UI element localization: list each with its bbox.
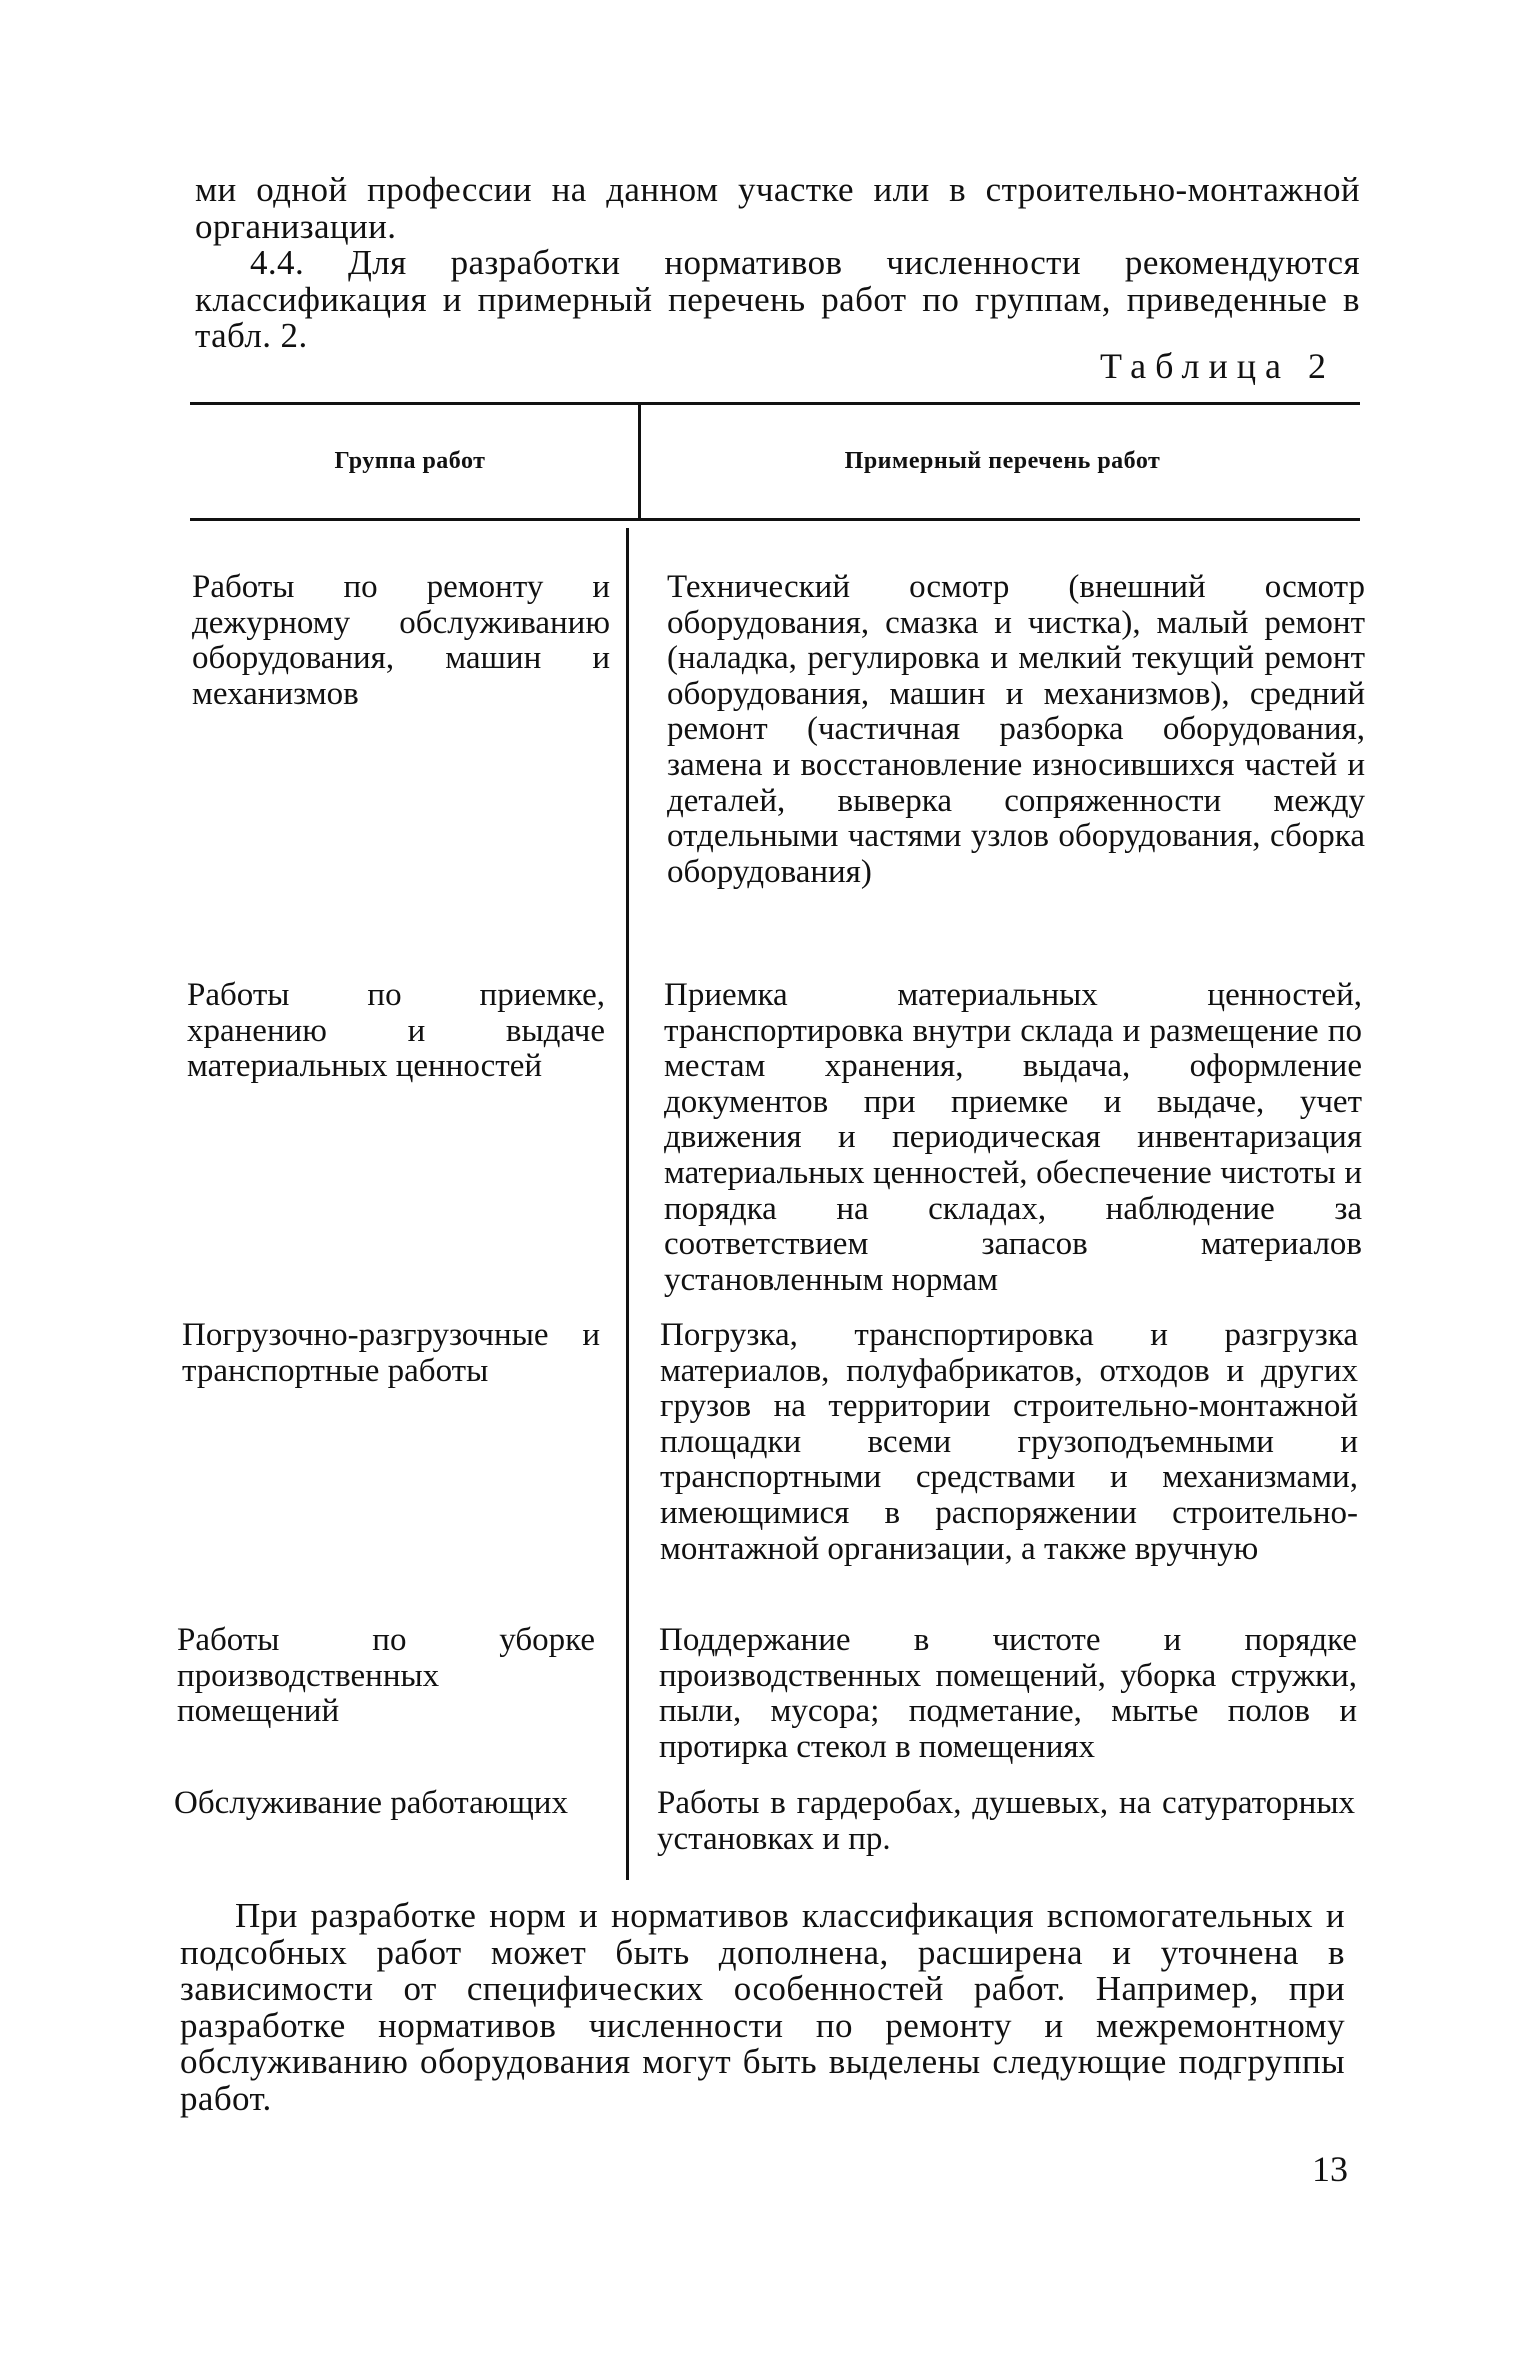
row-group-cell: Обслуживание работающих <box>174 1785 568 1821</box>
row-group-cell: Погрузочно-разгрузочные и транспортные работы <box>182 1317 600 1389</box>
intro-paragraph: ми одной профессии на данном участке или в строительно-монтажной организации. <box>195 170 1360 246</box>
table-header-divider <box>638 402 641 518</box>
table-top-rule <box>190 402 1360 405</box>
header-group-of-works: Группа работ <box>334 448 486 474</box>
closing-paragraph: При разработке норм и нормативов классификация вспомогательных и подсобных работ может быть дополнена, расширена и уточнена в зависимости от специфических особенностей работ. Например, при разработке нормативов численности по ремонту и межремонтному обслуживанию оборудования могут быть выделены следующие подгруппы работ. <box>180 1896 1345 2118</box>
table-body-divider <box>626 528 629 1880</box>
row-list-cell: Поддержание в чистоте и порядке производственных помещений, уборка стружки, пыли, мусора; подметание, мытье полов и протирка стекол в помещениях <box>659 1622 1357 1765</box>
row-list-cell: Технический осмотр (внешний осмотр оборудования, смазка и чистка), малый ремонт (наладка, регулировка и мелкий текущий ремонт оборудования, машин и механизмов), средний ремонт (частичная разборка оборудования, замена и восстановление износившихся частей и деталей, выверка сопряженности между отдельными частями узлов оборудования, сборка оборудования) <box>667 569 1365 890</box>
row-group-cell: Работы по приемке, хранению и выдаче материальных ценностей <box>187 977 605 1085</box>
row-list-cell: Работы в гардеробах, душевых, на сатураторных установках и пр. <box>657 1785 1355 1857</box>
row-group-cell: Работы по ремонту и дежурному обслуживанию оборудования, машин и механизмов <box>192 569 610 712</box>
row-group-cell: Работы по уборке производственных помещений <box>177 1622 595 1730</box>
header-list-of-works: Примерный перечень работ <box>844 448 1161 474</box>
row-list-cell: Погрузка, транспортировка и разгрузка материалов, полуфабрикатов, отходов и других грузов на территории строительно-монтажной площадки всеми грузоподъемными и транспортными средствами и механизмами, имеющимися в распоряжении строительно-монтажной организации, а также вручную <box>660 1317 1358 1567</box>
paragraph-4-4: 4.4. Для разработки нормативов численности рекомендуются классификация и примерный перечень работ по группам, приведенные в табл. 2. <box>195 243 1360 355</box>
table-header-rule <box>190 518 1360 521</box>
page-number: 13 <box>1312 2149 1348 2189</box>
row-list-cell: Приемка материальных ценностей, транспортировка внутри склада и размещение по местам хранения, выдача, оформление документов при приемке и выдаче, учет движения и периодическая инвентаризация материальных ценностей, обеспечение чистоты и порядка на складах, наблюдение за соответствием запасов материалов установленным нормам <box>664 977 1362 1298</box>
table-caption: Таблица 2 <box>1100 346 1335 386</box>
